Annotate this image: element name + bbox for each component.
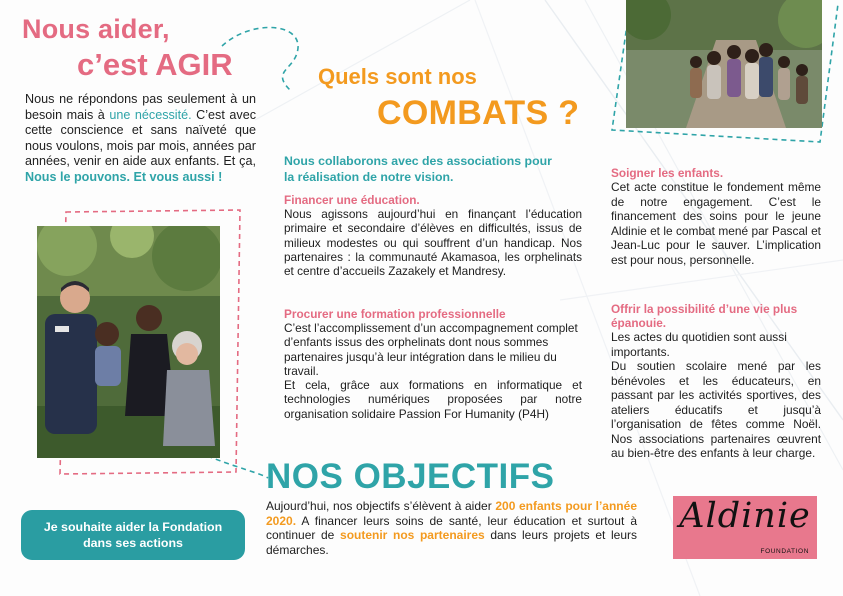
intro-highlight-necessite: une nécessité. [109, 107, 192, 122]
objectives-highlight-200: 200 enfants pour l’année 2020. [266, 499, 637, 528]
section-body: Nous agissons aujourd’hui en finançant l’éducation primaire et secondaire d’élèves en difficultés, issus de milieux modestes ou qui souffrent d’un handicap. Nos partenaires : la communauté Akamasoa, les orphelinats et centre d’accueils Zazakely et Mandresy. [284, 207, 582, 279]
section-soigner-enfants [611, 166, 821, 267]
support-foundation-button[interactable] [21, 510, 245, 560]
aldinie-logo [673, 496, 817, 559]
teal-dashed-arc [222, 27, 298, 90]
section-financer-education [284, 193, 582, 278]
intro-highlight-pouvons: Nous le pouvons. Et vous aussi ! [25, 169, 223, 184]
section-title: Soigner les enfants. [611, 166, 724, 180]
cta-label-line1: Je souhaite aider la Fondation [43, 520, 223, 534]
heading-quels-sont-nos: Quels sont nos [318, 64, 477, 89]
collaboration-intro: Nous collaborons avec des associations pour la réalisation de notre vision. [284, 154, 552, 184]
section-title: Financer une éducation. [284, 193, 420, 207]
intro-paragraph [25, 92, 256, 186]
intro-text-1: Nous ne répondons pas seulement à un besoin mais à [25, 92, 256, 122]
children-photo [626, 0, 822, 128]
objectives-text-2: A financer leurs soins de santé, leur éducation et surtout à continuer de [266, 513, 637, 543]
cta-label-line2: dans ses actions [83, 536, 183, 550]
section-title: Offrir la possibilité d’une vie plus épanouie. [611, 302, 798, 330]
family-photo [37, 226, 220, 458]
logo-wordmark: Aldinie [679, 496, 811, 536]
heading-combats: COMBATS ? [377, 94, 580, 132]
heading-nous-aider: Nous aider, [22, 14, 170, 44]
section-body: Cet acte constitue le fondement même de notre engagement. C’est le financement des soins pour le jeune Aldinie et le combat mené par Pascal et Jean-Luc pour le sauver. L’implication est pour nous, personnelle. [611, 180, 821, 267]
heading-nos-objectifs: NOS OBJECTIFS [266, 457, 555, 496]
objectives-paragraph [266, 499, 637, 558]
section-body: Les actes du quotidien sont aussi importants. [611, 330, 787, 359]
section-body-continued: Du soutien scolaire mené par les bénévoles et les éducateurs, en passant par les activités sportives, des ateliers éducatifs et jusqu’à l’organisation de fêtes comme Noël. Nos associations partenaires œuvrent au bien-être des enfants à leur charge. [611, 359, 821, 460]
objectives-highlight-partenaires: soutenir nos partenaires [340, 528, 485, 543]
section-body: C’est l’accomplissement d’un accompagnement complet d’enfants issus des orphelinats dont nous sommes partenaires jusqu’à leur intégration dans le milieu du travail. [284, 321, 578, 378]
objectives-text-3: dans leurs projets et leurs démarches. [266, 528, 637, 558]
section-vie-epanouie [611, 302, 821, 461]
section-formation-professionnelle [284, 307, 582, 421]
intro-text-2: C’est avec cette conscience et sans naïveté que nous voulons, mois par mois, années par années, venir en aide aux enfants. Et ça, [25, 107, 256, 169]
section-body-continued: Et cela, grâce aux formations en informatique et technologies numériques proposées par notre organisation solidaire Passion For Humanity (P4H) [284, 378, 582, 421]
heading-cest-agir: c’est AGIR [77, 47, 233, 82]
logo-subtitle: FOUNDATION [760, 548, 809, 555]
objectives-text-1: Aujourd’hui, nos objectifs s’élèvent à aider [266, 499, 496, 513]
section-title: Procurer une formation professionnelle [284, 307, 506, 321]
